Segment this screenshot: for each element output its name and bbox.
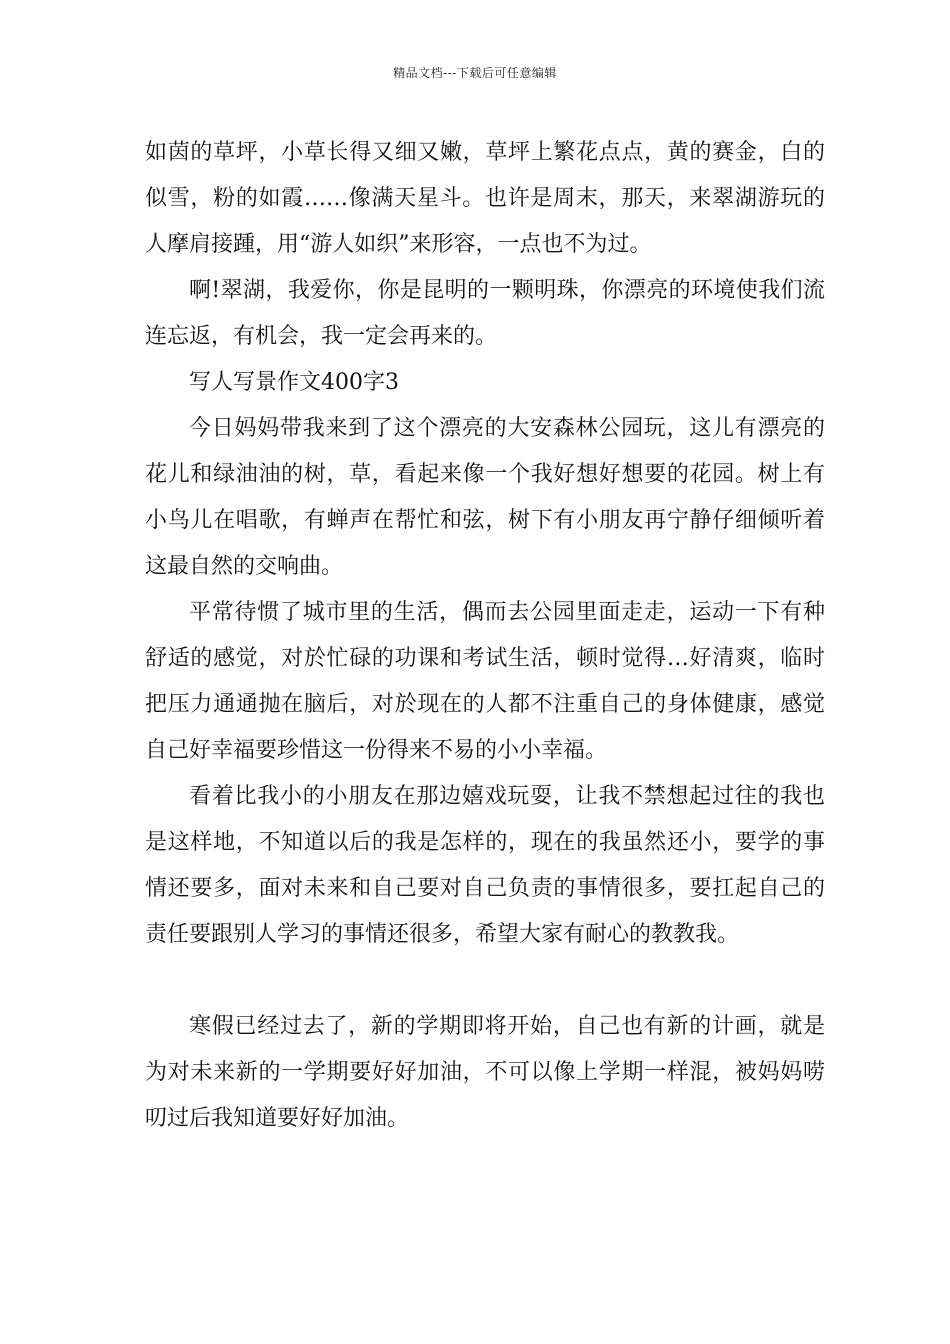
section-heading: 写人写景作文400字3 (189, 370, 399, 395)
paragraph-lawn: 如茵的草坪，小草长得又细又嫩，草坪上繁花点点，黄的赛金，白的似雪，粉的如霞……像满天星斗。也许是周末，那天，来翠湖游玩的人摩肩接踵，用“游人如织”来形容，一点也不为过。 (145, 140, 825, 257)
paragraph-new-semester: 寒假已经过去了，新的学期即将开始，自己也有新的计画，就是为对未来新的一学期要好好加油，不可以像上学期一样混，被妈妈唠叨过后我知道要好好加油。 (145, 1014, 825, 1131)
document-body (145, 130, 825, 1142)
paragraph-city-life: 平常待惯了城市里的生活，偶而去公园里面走走，运动一下有种舒适的感觉，对於忙碌的功课和考试生活，顿时觉得…好清爽，临时把压力通通抛在脑后，对於现在的人都不注重自己的身体健康，感觉自己好幸福要珍惜这一份得来不易的小小幸福。 (145, 600, 825, 763)
page-header: 精品文档---下载后可任意编辑 (393, 66, 557, 80)
paragraph-spacer (145, 958, 825, 1004)
paragraph-children: 看着比我小的小朋友在那边嬉戏玩耍，让我不禁想起过往的我也是这样地，不知道以后的我是怎样的，现在的我虽然还小，要学的事情还要多，面对未来和自己要对自己负责的事情很多，要扛起自己的责任要跟别人学习的事情还很多，希望大家有耐心的教教我。 (145, 784, 825, 947)
paragraph-park: 今日妈妈带我来到了这个漂亮的大安森林公园玩，这儿有漂亮的花儿和绿油油的树，草，看起来像一个我好想好想要的花园。树上有小鸟儿在唱歌，有蝉声在帮忙和弦，树下有小朋友再宁静仔细倾听着这最自然的交响曲。 (145, 416, 825, 579)
paragraph-cuihu: 啊!翠湖，我爱你，你是昆明的一颗明珠，你漂亮的环境使我们流连忘返，有机会，我一定会再来的。 (145, 278, 825, 349)
